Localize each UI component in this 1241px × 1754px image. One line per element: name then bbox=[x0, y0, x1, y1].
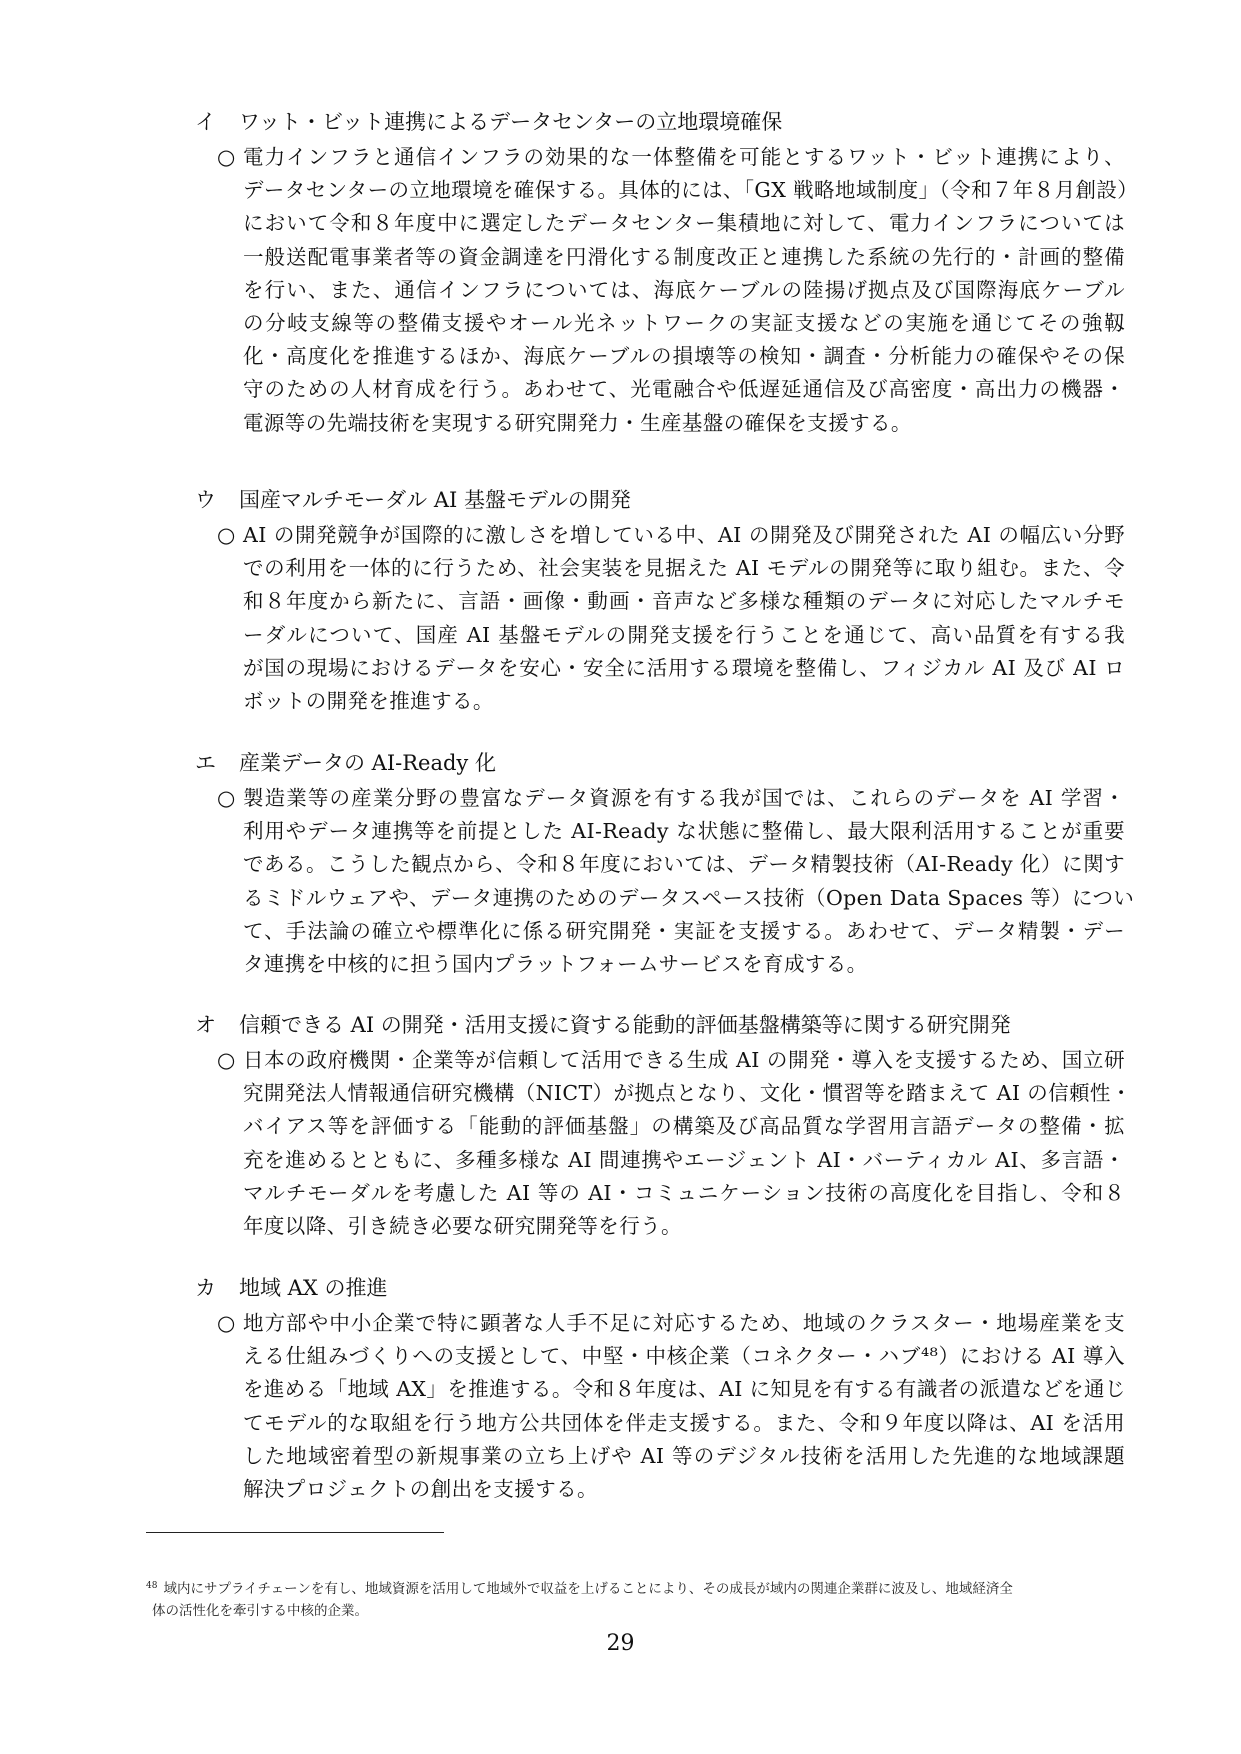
bullet-circle: ○ bbox=[217, 1311, 236, 1335]
footnote-divider bbox=[146, 1532, 444, 1533]
paragraph-line: 充を進めるとともに、多種多様な AI 間連携やエージェント AI・バーティカル AI、多言語・ bbox=[243, 1147, 1125, 1172]
page-number: 29 bbox=[606, 1631, 635, 1656]
footnote-text: 域内にサプライチェーンを有し、地域資源を活用して地域外で収益を上げることにより、その成長が域内の関連企業群に波及し、地域経済全 bbox=[163, 1581, 1013, 1597]
paragraph-line: てモデル的な取組を行う地方公共団体を伴走支援する。また、令和９年度以降は、AI を活用 bbox=[243, 1410, 1125, 1435]
paragraph-line: える仕組みづくりへの支援として、中堅・中核企業（コネクター・ハブ⁴⁸）における AI 導入 bbox=[243, 1344, 1125, 1369]
section-heading bbox=[195, 747, 1125, 780]
paragraph-line: 電力インフラと通信インフラの効果的な一体整備を可能とするワット・ビット連携により、 bbox=[243, 145, 1125, 169]
footnote-number: 48 bbox=[146, 1580, 158, 1591]
section-marker: オ bbox=[195, 1013, 216, 1037]
bullet-circle: ○ bbox=[217, 786, 236, 810]
paragraph-line: 和８年度から新たに、言語・画像・動画・音声など多様な種類のデータに対応したマルチモ bbox=[243, 589, 1125, 614]
paragraph-line: データセンターの立地環境を確保する。具体的には、「GX 戦略地域制度」（令和７年８月創設） bbox=[243, 178, 1139, 203]
bullet-circle: ○ bbox=[217, 523, 236, 547]
paragraph-line: 一般送配電事業者等の資金調達を円滑化する制度改正と連携した系統の先行的・計画的整備 bbox=[243, 244, 1125, 269]
section-heading bbox=[195, 484, 1125, 517]
paragraph-line: AI の開発競争が国際的に激しさを増している中、AI の開発及び開発された AI の幅広い分野 bbox=[243, 523, 1125, 547]
section-paragraph bbox=[195, 782, 1135, 981]
bullet-circle: ○ bbox=[217, 145, 236, 169]
section-paragraph bbox=[195, 519, 1125, 718]
paragraph-line: である。こうした観点から、令和８年度においては、データ精製技術（AI-Ready 化）に関す bbox=[243, 852, 1125, 877]
paragraph-line: バイアス等を評価する「能動的評価基盤」の構築及び高品質な学習用言語データの整備・拡 bbox=[243, 1114, 1125, 1139]
section-title: 国産マルチモーダル AI 基盤モデルの開発 bbox=[239, 488, 631, 512]
paragraph-line: した地域密着型の新規事業の立ち上げや AI 等のデジタル技術を活用した先進的な地域課題 bbox=[243, 1443, 1125, 1468]
section-u bbox=[195, 484, 1125, 718]
paragraph-line: るミドルウェアや、データ連携のためのデータスペース技術（Open Data Spaces 等）につい bbox=[243, 885, 1135, 910]
paragraph-line: 年度以降、引き続き必要な研究開発等を行う。 bbox=[243, 1214, 682, 1239]
paragraph-line: において令和８年度中に選定したデータセンター集積地に対して、電力インフラについては bbox=[243, 211, 1125, 236]
section-title: 産業データの AI-Ready 化 bbox=[239, 751, 496, 775]
section-heading bbox=[195, 1272, 1125, 1305]
footnote bbox=[146, 1578, 1126, 1622]
section-marker: イ bbox=[195, 110, 216, 134]
section-marker: エ bbox=[195, 751, 216, 775]
section-marker: カ bbox=[195, 1276, 216, 1300]
section-e bbox=[195, 747, 1135, 981]
paragraph-line: 地方部や中小企業で特に顕著な人手不足に対応するため、地域のクラスター・地場産業を支 bbox=[243, 1311, 1125, 1335]
paragraph-line: が国の現場におけるデータを安心・安全に活用する環境を整備し、フィジカル AI 及び AI ロ bbox=[243, 655, 1125, 680]
section-ka bbox=[195, 1272, 1125, 1506]
section-paragraph bbox=[195, 1307, 1125, 1506]
footnote-text-continued: 体の活性化を牽引する中核的企業。 bbox=[152, 1603, 368, 1619]
section-title: ワット・ビット連携によるデータセンターの立地環境確保 bbox=[239, 110, 783, 134]
section-marker: ウ bbox=[195, 488, 216, 512]
section-heading bbox=[195, 1009, 1125, 1042]
paragraph-line: 究開発法人情報通信研究機構（NICT）が拠点となり、文化・慣習等を踏まえて AI の信頼性・ bbox=[243, 1081, 1132, 1106]
footnote-line bbox=[146, 1578, 1126, 1600]
section-title: 信頼できる AI の開発・活用支援に資する能動的評価基盤構築等に関する研究開発 bbox=[239, 1013, 1011, 1037]
section-paragraph bbox=[195, 141, 1139, 440]
paragraph-line: 利用やデータ連携等を前提とした AI-Ready な状態に整備し、最大限利活用することが重要 bbox=[243, 819, 1125, 844]
paragraph-line: の分岐支線等の整備支援やオール光ネットワークの実証支援などの実施を通じてその強靱 bbox=[243, 311, 1125, 336]
paragraph-line: での利用を一体的に行うため、社会実装を見据えた AI モデルの開発等に取り組む。また、令 bbox=[243, 556, 1125, 581]
paragraph-line: 製造業等の産業分野の豊富なデータ資源を有する我が国では、これらのデータを AI 学習・ bbox=[243, 786, 1125, 810]
paragraph-line: ーダルについて、国産 AI 基盤モデルの開発支援を行うことを通じて、高い品質を有する我 bbox=[243, 622, 1125, 647]
paragraph-line: て、手法論の確立や標準化に係る研究開発・実証を支援する。あわせて、データ精製・デー bbox=[243, 918, 1125, 943]
bullet-circle: ○ bbox=[217, 1048, 236, 1072]
paragraph-line: 解決プロジェクトの創出を支援する。 bbox=[243, 1477, 598, 1502]
paragraph-line: 日本の政府機関・企業等が信頼して活用できる生成 AI の開発・導入を支援するため、国立研 bbox=[243, 1048, 1125, 1072]
paragraph-line: タ連携を中核的に担う国内プラットフォームサービスを育成する。 bbox=[243, 952, 868, 977]
paragraph-line: 化・高度化を推進するほか、海底ケーブルの損壊等の検知・調査・分析能力の確保やその保 bbox=[243, 344, 1125, 369]
section-paragraph bbox=[195, 1044, 1132, 1243]
section-o bbox=[195, 1009, 1132, 1243]
section-i bbox=[195, 106, 1139, 440]
paragraph-line: ボットの開発を推進する。 bbox=[243, 689, 494, 714]
paragraph-line: を進める「地域 AX」を推進する。令和８年度は、AI に知見を有する有識者の派遣などを通じ bbox=[243, 1377, 1126, 1402]
paragraph-line: マルチモーダルを考慮した AI 等の AI・コミュニケーション技術の高度化を目指し、令和８ bbox=[243, 1180, 1125, 1205]
paragraph-line: 電源等の先端技術を実現する研究開発力・生産基盤の確保を支援する。 bbox=[243, 410, 912, 435]
section-heading bbox=[195, 106, 1125, 139]
paragraph-line: を行い、また、通信インフラについては、海底ケーブルの陸揚げ拠点及び国際海底ケーブル bbox=[243, 277, 1125, 302]
section-title: 地域 AX の推進 bbox=[239, 1276, 388, 1300]
paragraph-line: 守のための人材育成を行う。あわせて、光電融合や低遅延通信及び高密度・高出力の機器・ bbox=[243, 377, 1125, 402]
